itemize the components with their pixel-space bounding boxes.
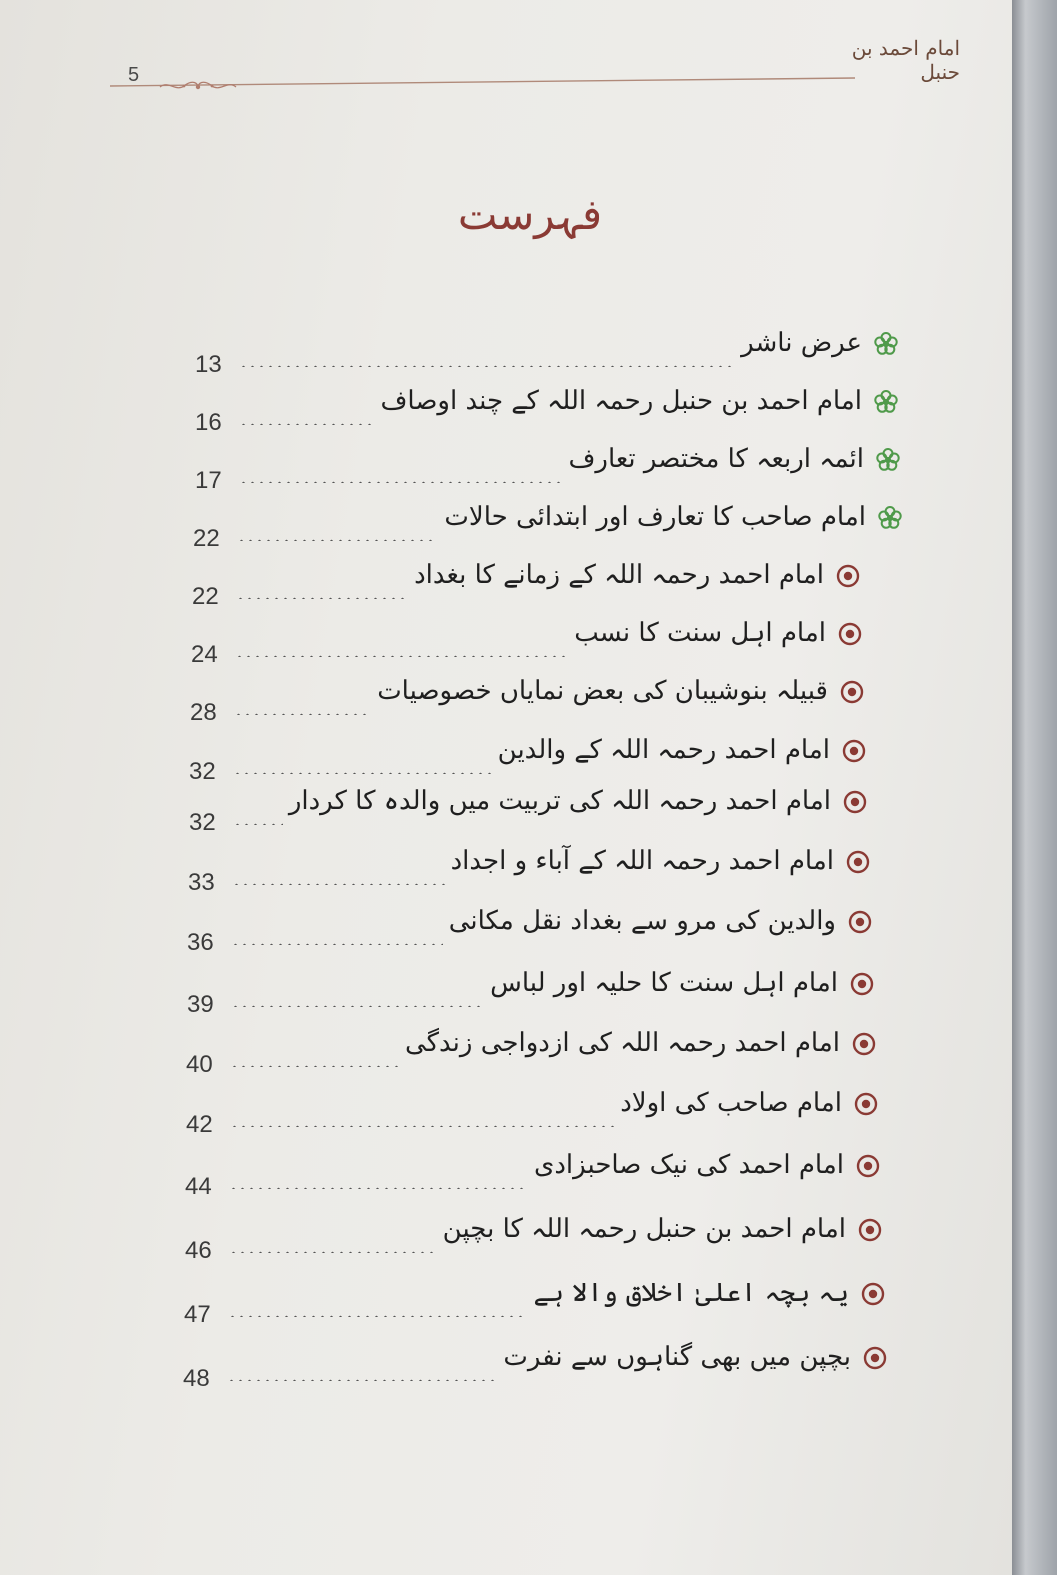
- toc-page-number: 36: [187, 929, 214, 956]
- toc-entry: [186, 1090, 880, 1136]
- toc-entry-title: امام احمد رحمہ اللہ کے والدین: [497, 735, 830, 765]
- toc-page-number: 16: [195, 409, 222, 436]
- toc-entry: [195, 446, 902, 492]
- toc-title: فہرست: [457, 190, 603, 239]
- toc-entry: [187, 908, 874, 954]
- toc-entry-title: امام صاحب کا تعارف اور ابتدائی حالات: [444, 502, 866, 532]
- toc-entry: [195, 330, 900, 376]
- toc-entry-title: امام اہل سنت کا حلیہ اور لباس: [490, 968, 838, 998]
- toc-dot-leader: [230, 1125, 614, 1127]
- toc-entry: [185, 1152, 882, 1198]
- toc-dot-leader: [236, 597, 408, 599]
- target-icon: [841, 788, 869, 816]
- toc-entry-title: امام احمد رحمہ اللہ کی ازدواجی زندگی: [404, 1028, 840, 1058]
- page-number: 5: [128, 64, 140, 86]
- toc-page-number: 33: [188, 869, 215, 896]
- toc-entry-title: بچپن میں بھی گناہوں سے نفرت: [503, 1342, 851, 1372]
- running-title: امام احمد بن حنبل: [851, 36, 960, 84]
- toc-page-number: 47: [184, 1301, 211, 1328]
- toc-entry-title: والدین کی مرو سے بغداد نقل مکانی: [448, 906, 836, 936]
- toc-entry-title: قبیلہ بنوشیبان کی بعض نمایاں خصوصیات: [377, 676, 828, 706]
- toc-dot-leader: [227, 1379, 497, 1381]
- toc-entry: [190, 678, 866, 724]
- flower-icon: [872, 330, 900, 358]
- flower-icon: [872, 388, 900, 416]
- target-icon: [838, 678, 866, 706]
- toc-page-number: 24: [191, 641, 218, 668]
- toc-dot-leader: [239, 481, 562, 483]
- target-icon: [856, 1216, 884, 1244]
- toc-dot-leader: [228, 1315, 527, 1317]
- toc-dot-leader: [234, 713, 371, 715]
- toc-entry-title: امام احمد کی نیک صاحبزادی: [533, 1150, 844, 1180]
- toc-page-number: 42: [186, 1111, 213, 1138]
- toc-entry: [186, 1030, 878, 1076]
- toc-page-number: 32: [189, 758, 216, 785]
- toc-entry: [188, 848, 872, 894]
- flower-icon: [876, 504, 904, 532]
- target-icon: [852, 1090, 880, 1118]
- target-icon: [850, 1030, 878, 1058]
- target-icon: [859, 1280, 887, 1308]
- toc-entry: [193, 504, 904, 550]
- toc-entry-title: امام صاحب کی اولاد: [620, 1088, 842, 1118]
- toc-page-number: 48: [183, 1365, 210, 1392]
- toc-entry-title: امام احمد بن حنبل رحمہ اللہ کا بچپن: [442, 1214, 846, 1244]
- toc-entry: [195, 388, 900, 434]
- toc-entry-title: امام احمد رحمہ اللہ کے آباء و اجداد: [450, 846, 834, 876]
- target-icon: [836, 620, 864, 648]
- toc-dot-leader: [229, 1187, 528, 1189]
- toc-entry: [189, 737, 868, 783]
- toc-dot-leader: [233, 823, 283, 825]
- target-icon: [861, 1344, 889, 1372]
- toc-entry-title: ائمہ اربعہ کا مختصر تعارف: [568, 444, 864, 474]
- toc-entry-title: عرض ناشر: [741, 328, 862, 358]
- book-spine: [1012, 0, 1057, 1575]
- toc-entry: [189, 788, 869, 834]
- target-icon: [834, 562, 862, 590]
- toc-page-number: 13: [195, 351, 222, 378]
- toc-dot-leader: [231, 1005, 484, 1007]
- target-icon: [846, 908, 874, 936]
- toc-entry-title: امام احمد رحمہ اللہ کے زمانے کا بغداد: [414, 560, 824, 590]
- toc-dot-leader: [235, 655, 568, 657]
- toc-page-number: 28: [190, 699, 217, 726]
- toc-page-number: 32: [189, 809, 216, 836]
- toc-entry-title: امام احمد بن حنبل رحمہ اللہ کے چند اوصاف: [380, 386, 862, 416]
- toc-page-number: 44: [185, 1173, 212, 1200]
- toc-dot-leader: [239, 423, 374, 425]
- flower-icon: [874, 446, 902, 474]
- toc-dot-leader: [237, 539, 438, 541]
- toc-dot-leader: [232, 883, 445, 885]
- target-icon: [848, 970, 876, 998]
- toc-dot-leader: [231, 943, 443, 945]
- target-icon: [840, 737, 868, 765]
- toc-entry: [191, 620, 864, 666]
- target-icon: [844, 848, 872, 876]
- toc-page-number: 39: [187, 991, 214, 1018]
- toc-page-number: 40: [186, 1051, 213, 1078]
- toc-dot-leader: [229, 1251, 437, 1253]
- ornament-icon: [158, 78, 238, 94]
- toc-entry-title: امام اہل سنت کا نسب: [574, 618, 826, 648]
- toc-entry: [192, 562, 862, 608]
- toc-dot-leader: [230, 1065, 399, 1067]
- toc-entry-title: یہ بچہ اعلیٰ اخلاق والا ہے: [533, 1278, 849, 1308]
- toc-page-number: 46: [185, 1237, 212, 1264]
- toc-entry: [183, 1344, 889, 1390]
- toc-dot-leader: [239, 365, 735, 367]
- toc-page-number: 22: [192, 583, 219, 610]
- toc-entry: [187, 970, 876, 1016]
- toc-page-number: 17: [195, 467, 222, 494]
- toc-dot-leader: [233, 772, 492, 774]
- toc-entry: [185, 1216, 884, 1262]
- target-icon: [854, 1152, 882, 1180]
- toc-entry: [184, 1280, 887, 1326]
- toc-page-number: 22: [193, 525, 220, 552]
- toc-entry-title: امام احمد رحمہ اللہ کی تربیت میں والدہ کا کردار: [288, 786, 831, 816]
